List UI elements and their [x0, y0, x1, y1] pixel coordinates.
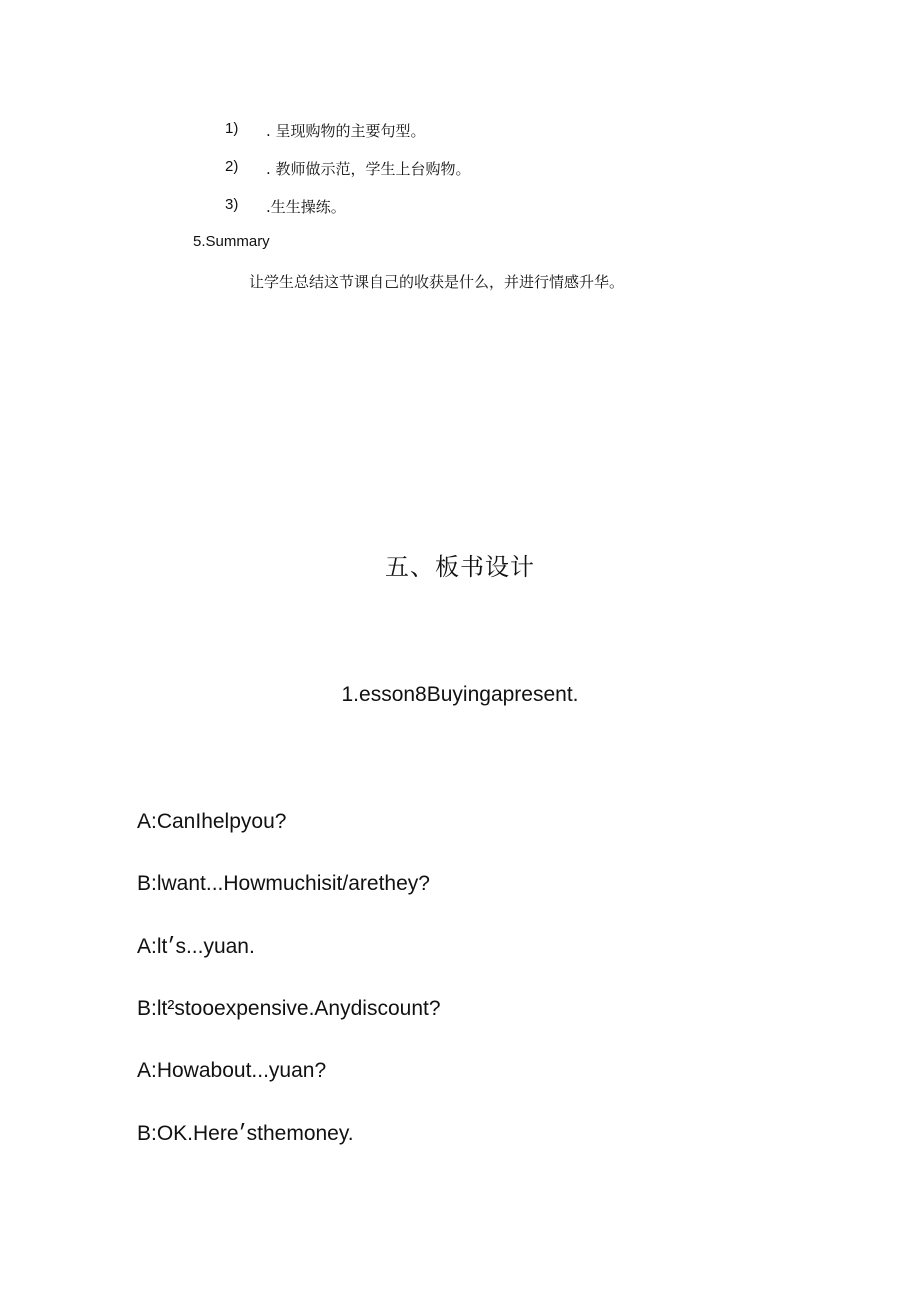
step-3-text: .生生操练。 [266, 198, 346, 216]
step-1-text: . 呈现购物的主要句型。 [266, 122, 426, 140]
dialogue-line: A:lt׳s...yuan. [137, 935, 255, 958]
step-3-number: 3) [225, 196, 239, 213]
step-1-number: 1) [225, 120, 239, 137]
dialogue-line: B:lwant...Howmuchisit/arethey? [137, 872, 430, 895]
summary-text: 让学生总结这节课自己的收获是什么，并进行情感升华。 [249, 273, 625, 291]
dialogue-line: B:lt²stooexpensive.Anydiscount? [137, 997, 441, 1020]
section-title: 五、板书设计 [385, 553, 535, 581]
dialogue-line: A:Howabout...yuan? [137, 1059, 327, 1082]
step-2-text: . 教师做示范，学生上台购物。 [266, 160, 471, 178]
dialogue-line: B:OK.Here׳sthemoney. [137, 1122, 354, 1145]
summary-heading: 5.Summary [193, 233, 270, 250]
dialogue-line: A:CanIhelpyou? [137, 810, 287, 833]
step-2-number: 2) [225, 158, 239, 175]
board-lesson-title: 1.esson8Buyingapresent. [341, 683, 579, 706]
